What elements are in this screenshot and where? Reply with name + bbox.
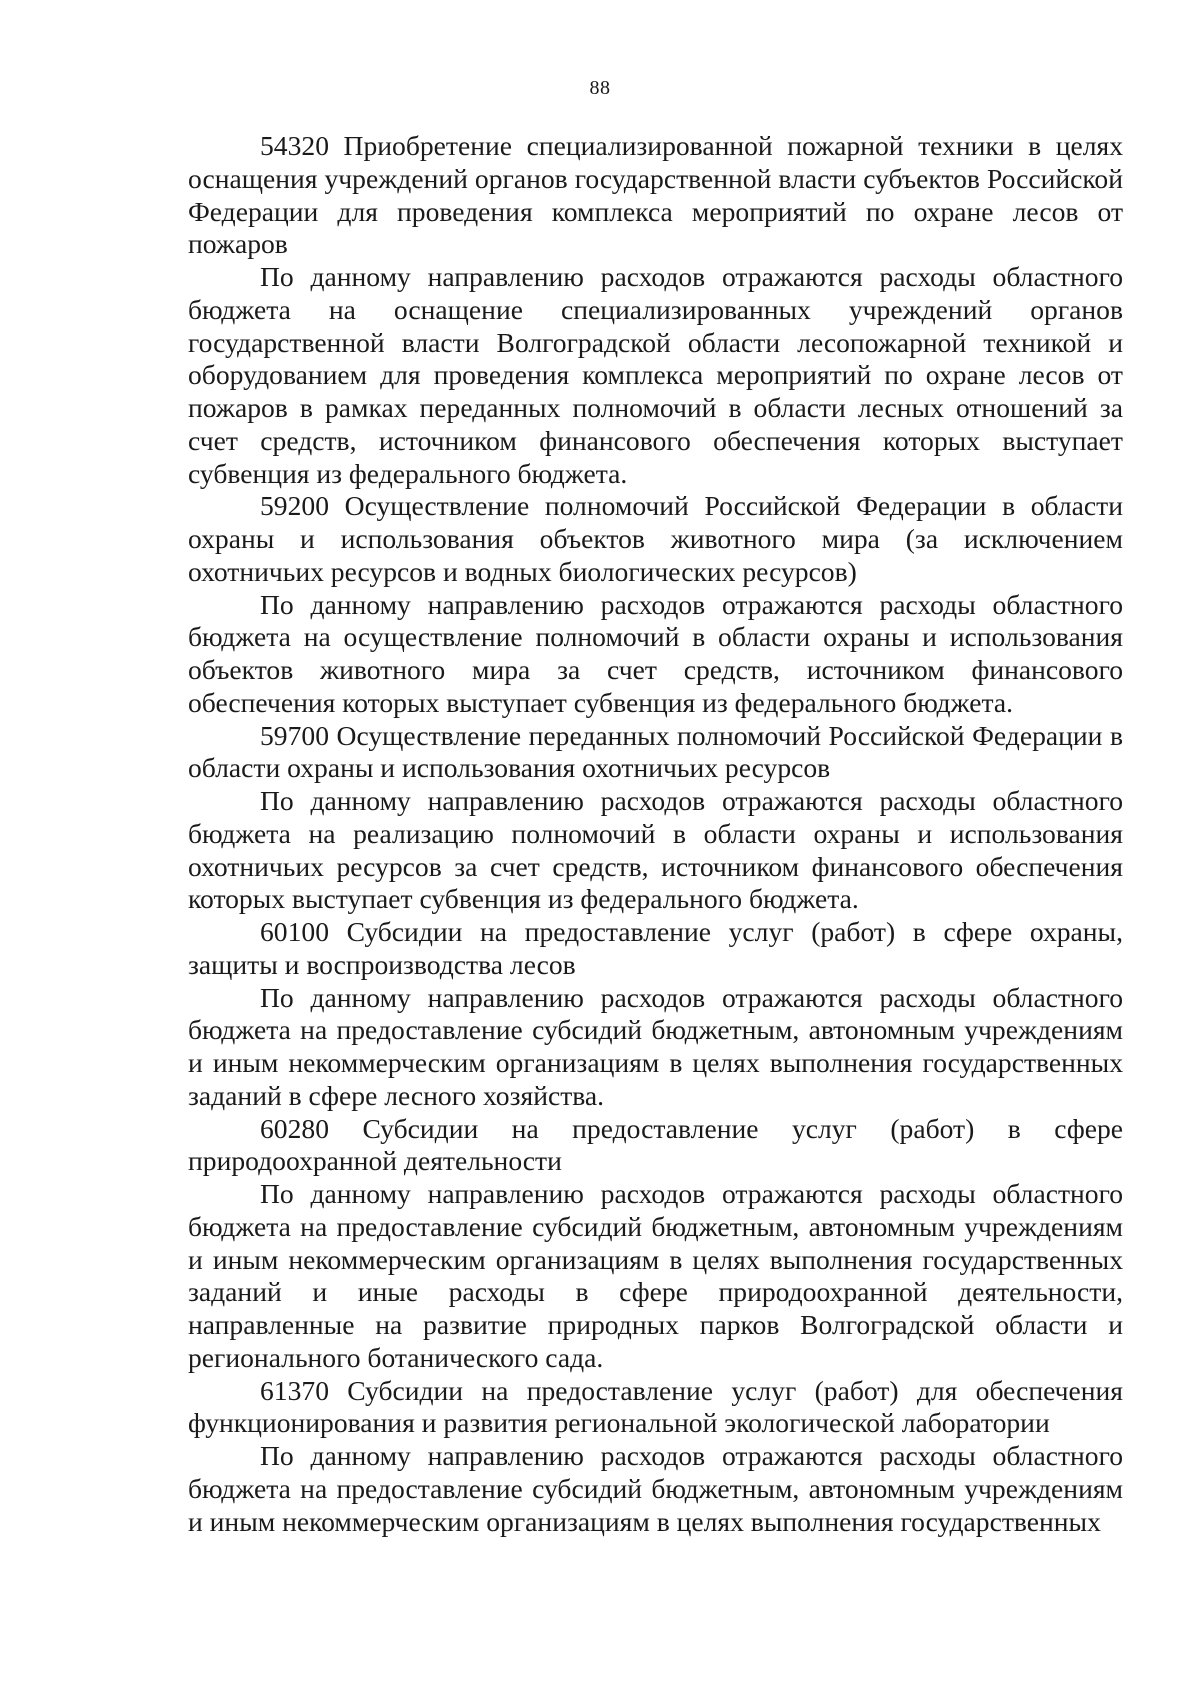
- paragraph-60100-description: По данному направлению расходов отражаются расходы областного бюджета на предоставление субсидий бюджетным, автономным учреждениям и иным некоммерческим организациям в целях выполнения государственных заданий в сфере лесного хозяйства.: [188, 981, 1123, 1111]
- page-number: 88: [589, 77, 611, 99]
- document-body: [188, 130, 1123, 1538]
- paragraph-54320-heading: 54320 Приобретение специализированной пожарной техники в целях оснащения учреждений органов государственной власти субъектов Российской Федерации для проведения комплекса мероприятий по охране лесов от пожаров: [188, 130, 1123, 260]
- paragraph-59700-description: По данному направлению расходов отражаются расходы областного бюджета на реализацию полномочий в области охраны и использования охотничьих ресурсов за счет средств, источником финансового обеспечения которых выступает субвенция из федерального бюджета.: [188, 785, 1123, 915]
- paragraph-61370-heading: 61370 Субсидии на предоставление услуг (работ) для обеспечения функционирования и развития региональной экологической лаборатории: [188, 1374, 1123, 1439]
- paragraph-60100-heading: 60100 Субсидии на предоставление услуг (работ) в сфере охраны, защиты и воспроизводства лесов: [188, 916, 1123, 980]
- paragraph-59200-description: По данному направлению расходов отражаются расходы областного бюджета на осуществление полномочий в области охраны и использования объектов животного мира за счет средств, источником финансового обеспечения которых выступает субвенция из федерального бюджета.: [188, 588, 1123, 718]
- paragraph-60280-description: По данному направлению расходов отражаются расходы областного бюджета на предоставление субсидий бюджетным, автономным учреждениям и иным некоммерческим организациям в целях выполнения государственных заданий и иные расходы в сфере природоохранной деятельности, направленные на развитие природных парков Волгоградской области и регионального ботанического сада.: [188, 1178, 1123, 1373]
- paragraph-59200-heading: 59200 Осуществление полномочий Российской Федерации в области охраны и использования объектов животного мира (за исключением охотничьих ресурсов и водных биологических ресурсов): [188, 490, 1123, 587]
- paragraph-54320-description: По данному направлению расходов отражаются расходы областного бюджета на оснащение специализированных учреждений органов государственной власти Волгоградской области лесопожарной техникой и оборудованием для проведения комплекса мероприятий по охране лесов от пожаров в рамках переданных полномочий в области лесных отношений за счет средств, источником финансового обеспечения которых выступает субвенция из федерального бюджета.: [188, 261, 1123, 489]
- paragraph-59700-heading: 59700 Осуществление переданных полномочий Российской Федерации в области охраны и использования охотничьих ресурсов: [188, 719, 1123, 784]
- paragraph-60280-heading: 60280 Субсидии на предоставление услуг (работ) в сфере природоохранной деятельности: [188, 1112, 1123, 1177]
- paragraph-61370-description: По данному направлению расходов отражаются расходы областного бюджета на предоставление субсидий бюджетным, автономным учреждениям и иным некоммерческим организациям в целях выполнения государственных: [188, 1440, 1123, 1537]
